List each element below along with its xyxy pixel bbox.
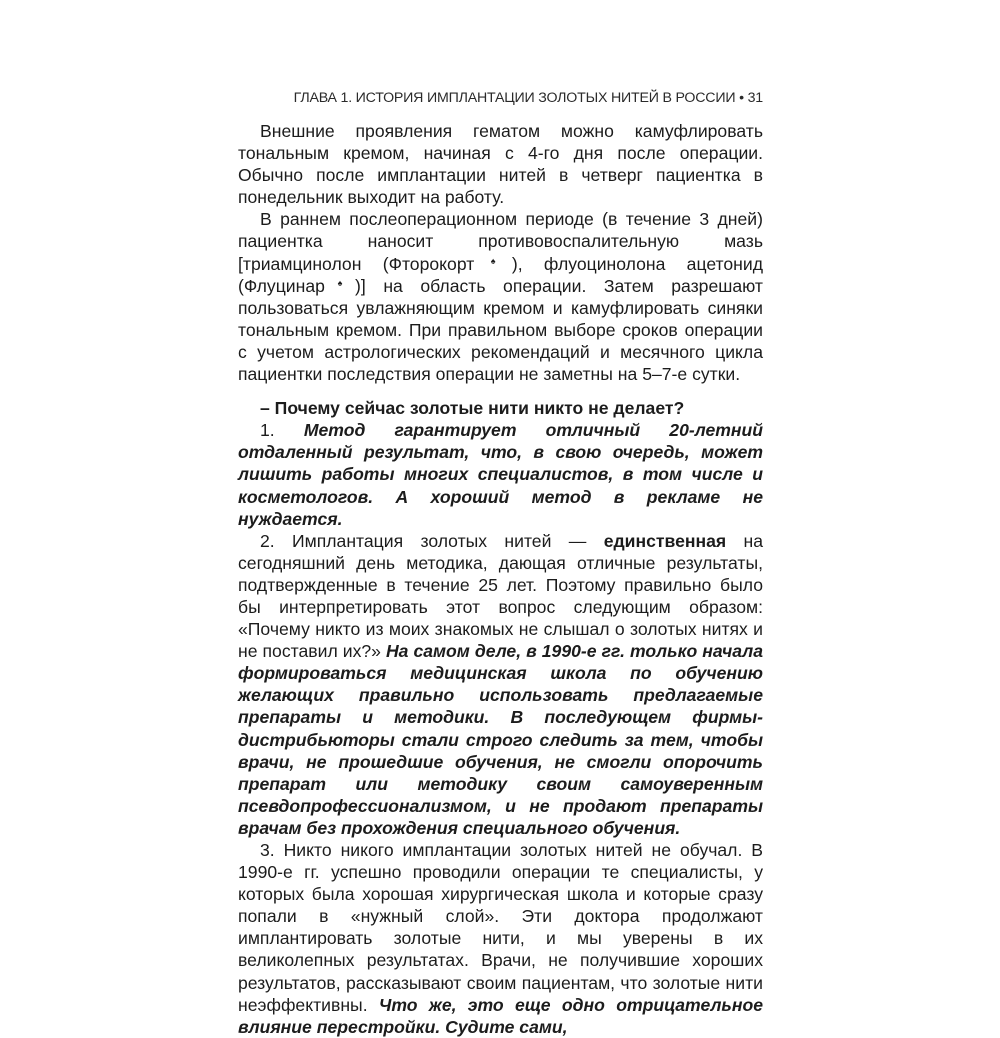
drug-mark-icon: ♠ [474,255,512,266]
drug-mark-icon: ♠ [324,277,356,288]
answer-2-text-2: на сегодняшний день методика, дающая отличные результаты, подтвержденные в течение 25 лет. Поэтому правильно было бы интерпретировать этот вопрос следующим образом: «Почему никто из моих знакомых не слышал о золотых нитях и не поставил их?» [238,530,764,662]
answer-3 [238,839,763,1038]
question-heading: – Почему сейчас золотые нити никто не делает? [260,398,685,419]
paragraph-postoperative [238,208,763,385]
paragraph-hematoma: Внешние проявления гематом можно камуфлировать тональным кремом, начиная с 4-го дня после операции. Обычно после имплантации нитей в четверг пациентка в понедельник выходит на работу. [238,121,763,208]
postoperative-text-1: В раннем послеоперационном периоде (в течение 3 дней) пациентка наносит противовоспалительную мазь [триамцинолон (Фторокорт [238,209,763,274]
page-number: 31 [747,90,763,106]
answer-2-bold-word: единственная [603,530,727,551]
chapter-title: ГЛАВА 1. ИСТОРИЯ ИМПЛАНТАЦИИ ЗОЛОТЫХ НИТЕЙ В РОССИИ [293,90,736,106]
answer-1 [238,419,763,529]
header-separator: • [735,90,748,106]
running-header [236,89,763,107]
postoperative-text-3: )] на область операции. Затем разрешают пользоваться увлажняющим кремом и камуфлировать синяки тональным кремом. При правильном выборе сроков операции с учетом астрологических рекомендаций и месячного цикла пациентки последствия операции не заметны на 5–7-е сутки. [238,275,763,385]
answer-2-emphasis: На самом деле, в 1990-е гг. только начала формироваться медицинская школа по обучению желающих правильно использовать предлагаемые препараты и методики. В последующем фирмы-дистрибьюторы стали строго следить за тем, чтобы врачи, не прошедшие обучения, не смогли опорочить препарат или методику своим самоуверенным псевдопрофессионализмом, и не продают препараты врачам без прохождения специального обучения. [238,641,763,838]
answer-1-text: Метод гарантирует отличный 20-летний отдаленный результат, что, в свою очередь, может лишить работы многих специалистов, в том числе и косметологов. А хороший метод в рекламе не нуждается. [238,420,763,529]
page-body [238,120,763,1038]
answer-3-text: 3. Никто никого имплантации золотых нитей не обучал. В 1990-е гг. успешно проводили операции те специалисты, у которых была хорошая хирургическая школа и которые сразу попали в «нужный слой». Эти доктора продолжают имплантировать золотые нити, и мы уверены в их великолепных результатах. Врачи, не получившие хороших результатов, рассказывают своим пациентам, что золотые нити неэффективны. [238,840,763,1015]
answer-2-text-1: 2. Имплантация золотых нитей — [260,530,604,551]
postoperative-text-2: ), флуоцинолона ацетонид (Флуцинар [238,253,763,296]
answer-3-emphasis: Что же, это еще одно отрицательное влияние перестройки. Судите сами, [238,994,763,1037]
answer-2 [238,530,763,839]
answer-1-number: 1. [260,420,304,441]
